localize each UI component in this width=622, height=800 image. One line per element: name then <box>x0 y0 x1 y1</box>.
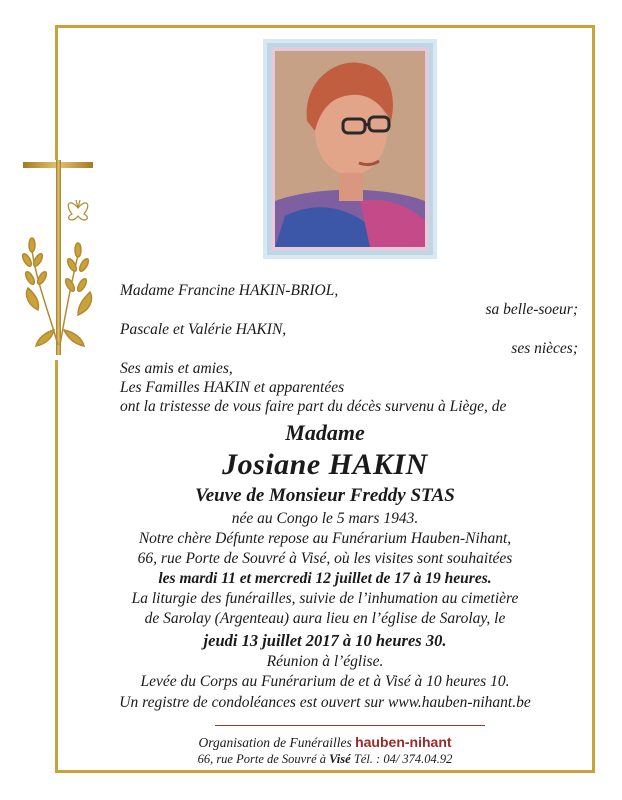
details-line-8: Levée du Corps au Funérarium de et à Visé à 10 heures 10. <box>140 673 510 690</box>
portrait-photo <box>275 51 425 247</box>
family-relation-2: ses nièces; <box>511 340 578 357</box>
footer-address <box>55 752 595 767</box>
deceased-birth: née au Congo le 5 mars 1943. <box>231 510 419 527</box>
others-line-1: Ses amis et amies, <box>120 360 233 377</box>
footer-city: Visé <box>329 752 351 766</box>
details-line-3: les mardi 11 et mercredi 12 juillet de 17 à 19 heures. <box>158 570 492 587</box>
details-line-1: Notre chère Défunte repose au Funérarium Hauben-Nihant, <box>138 530 512 547</box>
details-line-5: de Sarolay (Argenteau) aura lieu en l’église de Sarolay, le <box>144 610 506 627</box>
family-name-1: Madame Francine HAKIN-BRIOL, <box>120 282 339 299</box>
deceased-title: Madame <box>285 420 365 445</box>
footer-organisation <box>55 734 595 751</box>
family-relation-1: sa belle-soeur; <box>485 301 578 318</box>
brand-logo: hauben-nihant <box>355 734 452 750</box>
details-line-6: jeudi 13 juillet 2017 à 10 heures 30. <box>203 631 447 650</box>
cross-wheat-butterfly-icon <box>18 160 108 360</box>
footer-phone: Tél. : 04/ 374.04.92 <box>353 752 453 766</box>
details-line-4: La liturgie des funérailles, suivie de l’inhumation au cimetière <box>131 590 519 607</box>
deceased-widow: Veuve de Monsieur Freddy STAS <box>195 485 455 506</box>
footer-org-prefix: Organisation de Funérailles <box>198 735 352 750</box>
others-line-2: Les Familles HAKIN et apparentées <box>120 379 345 396</box>
footer-address-prefix: 66, rue Porte de Souvré à <box>197 752 327 766</box>
details-line-7: Réunion à l’église. <box>266 653 384 670</box>
family-name-2: Pascale et Valérie HAKIN, <box>120 321 287 338</box>
details-line-9: Un registre de condoléances est ouvert sur www.hauben-nihant.be <box>119 694 531 711</box>
others-line-3: ont la tristesse de vous faire part du décès survenu à Liège, de <box>120 398 507 415</box>
details-line-2: 66, rue Porte de Souvré à Visé, où les visites sont souhaitées <box>137 550 513 567</box>
deceased-name: Josiane HAKIN <box>222 448 428 481</box>
portrait-frame <box>263 39 437 259</box>
footer-divider <box>215 725 485 726</box>
